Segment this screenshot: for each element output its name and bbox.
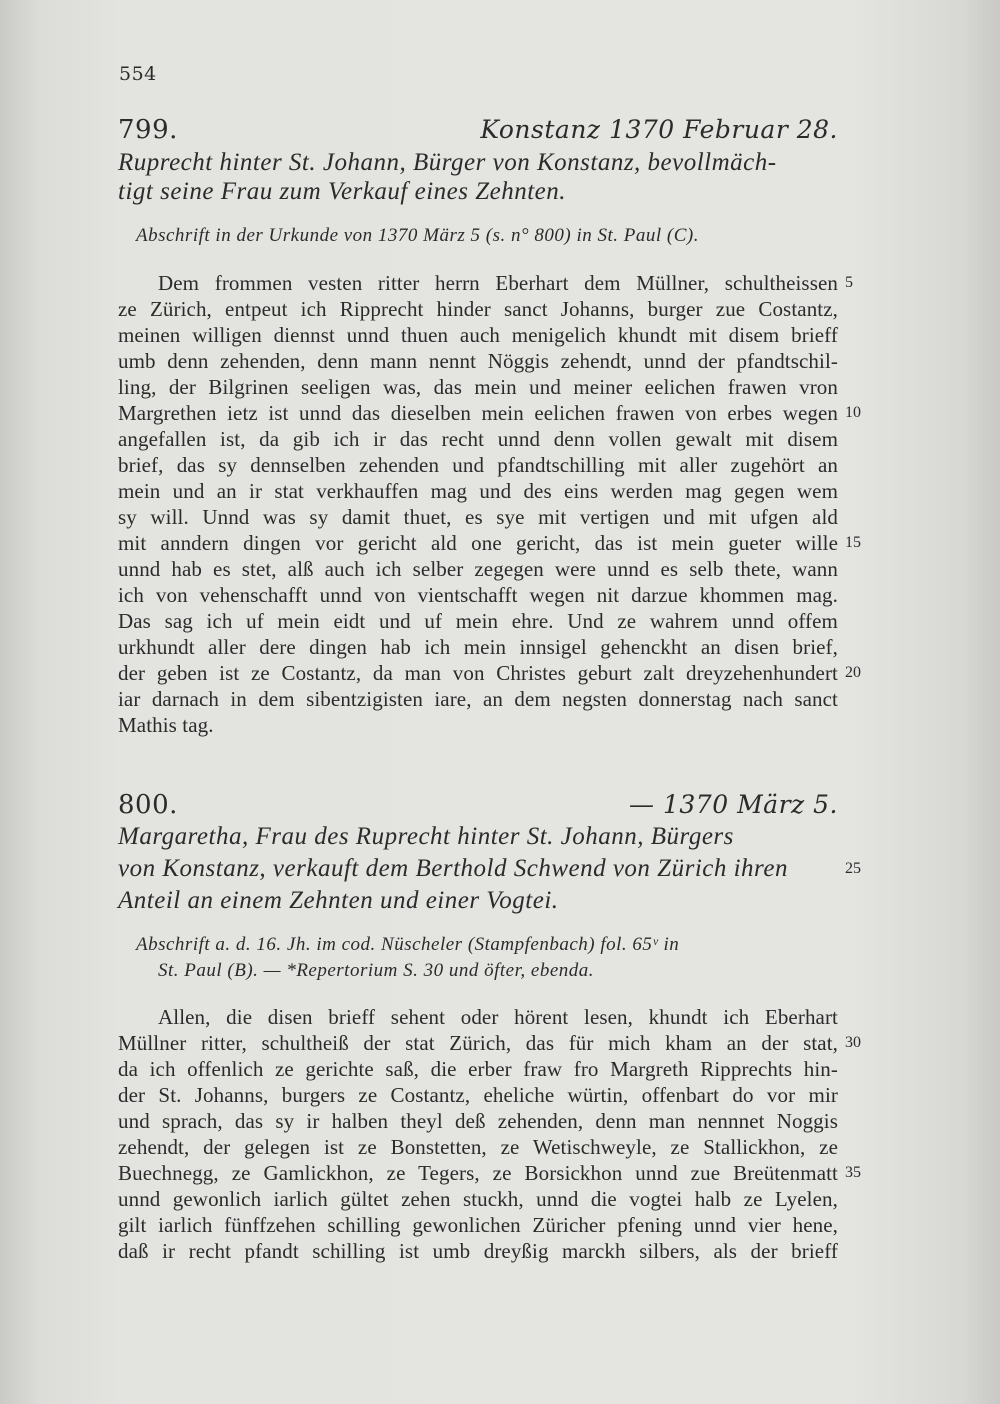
doc-799-text-line: Dem frommen vesten ritter herrn Eberhart dem Müllner, schultheissen [158,271,838,295]
doc-799-text-line: der geben ist ze Costantz, da man von Christes geburt zalt dreyzehenhundert [118,661,838,685]
doc-800-summary-line: von Konstanz, verkauft dem Berthold Schwend von Zürich ihren [118,855,788,882]
doc-799-summary-line: tigt seine Frau zum Verkauf eines Zehnten. [118,178,567,205]
doc-799-text-line: mit anndern dingen vor gericht ald one gericht, das ist mein gueter wille [118,531,838,555]
doc-799-text-line: sy will. Unnd was sy damit thuet, es sye mit vertigen und mit ufgen ald [118,505,838,529]
doc-799-date: Konstanz 1370 Februar 28. [480,115,838,144]
doc-800-text-line: Allen, die disen brieff sehent oder hörent lesen, khundt ich Eberhart [158,1005,838,1029]
doc-799-text-line: mein und an ir stat verkhauffen mag und des eins werden mag gegen wem [118,479,838,503]
doc-799-text-line: umb denn zehenden, denn mann nennt Nöggis zehendt, unnd der pfandtschil- [118,349,838,373]
doc-799-text-line: ling, der Bilgrinen seeligen was, das mein und meiner eelichen frawen vron [118,375,838,399]
doc-800-text-line: der St. Johanns, burgers ze Costantz, eheliche würtin, offenbart do vor mir [118,1083,838,1107]
doc-800-source-line: St. Paul (B). — *Repertorium S. 30 und öfter, ebenda. [158,960,595,981]
doc-799-text-line: Mathis tag. [118,713,214,737]
line-number: 20 [845,664,861,681]
line-number: 30 [845,1034,861,1051]
doc-799-text-line: iar darnach in dem sibentzigisten iare, an dem negsten donnerstag nach sanct [118,687,838,711]
doc-799-text-line: brief, das sy dennselben zehenden und pfandtschilling mit aller zugehört an [118,453,838,477]
doc-800-text-line: unnd gewonlich iarlich gültet zehen stuckh, unnd die vogtei halb ze Lyelen, [118,1187,838,1211]
doc-799-source: Abschrift in der Urkunde von 1370 März 5 (s. n° 800) in St. Paul (C). [136,225,699,246]
line-number: 15 [845,534,861,551]
doc-799-text-line: ze Zürich, entpeut ich Ripprecht hinder sanct Johanns, burger zue Costantz, [118,297,838,321]
doc-799-text-line: Margrethen ietz ist unnd das dieselben mein eelichen frawen von erbes wegen [118,401,838,425]
doc-799-text-line: Das sag ich uf mein eidt und uf mein ehre. Und ze wahrem unnd offem [118,609,838,633]
line-number: 10 [845,404,861,421]
line-number: 5 [845,274,853,291]
doc-800-text-line: gilt iarlich fünffzehen schilling gewonlichen Züricher pfening unnd vier hene, [118,1213,838,1237]
doc-799-text-line: meinen willigen diennst unnd thuen auch menigelich khundt mit disem brieff [118,323,838,347]
doc-800-summary-line: Anteil an einem Zehnten und einer Vogtei. [118,887,559,914]
doc-800-number: 800. [118,790,178,820]
doc-799-number: 799. [118,115,178,145]
doc-799-text-line: angefallen ist, da gib ich ir das recht unnd denn vollen gewalt mit disem [118,427,838,451]
doc-799-text-line: unnd hab es stet, alß auch ich selber zegegen were unnd es selb thete, wann [118,557,838,581]
doc-800-text-line: und sprach, das sy ir halben theyl deß zehenden, denn man nennnet Noggis [118,1109,838,1133]
doc-799-summary-line: Ruprecht hinter St. Johann, Bürger von Konstanz, bevollmäch- [118,149,777,176]
doc-799-text-line: ich von vehenschafft unnd von vientschafft wegen nit darzue khommen mag. [118,583,838,607]
page-number: 554 [119,63,157,85]
doc-800-date: — 1370 März 5. [629,790,838,819]
doc-800-summary-line: Margaretha, Frau des Ruprecht hinter St. Johann, Bürgers [118,823,734,850]
doc-800-text-line: daß ir recht pfandt schilling ist umb dreyßig marckh silbers, als der brieff [118,1239,838,1263]
line-number: 25 [845,860,861,877]
doc-800-text-line: zehendt, der gelegen ist ze Bonstetten, ze Wetischweyle, ze Stallickhon, ze [118,1135,838,1159]
doc-799-text-line: urkhundt aller dere dingen hab ich mein innsigel gehenckht an disen brief, [118,635,838,659]
doc-800-text-line: Müllner ritter, schultheiß der stat Zürich, das für mich kham an der stat, [118,1031,838,1055]
doc-800-text-line: Buechnegg, ze Gamlickhon, ze Tegers, ze Borsickhon unnd zue Breütenmatt [118,1161,838,1185]
doc-800-text-line: da ich offenlich ze gerichte saß, die erber fraw fro Margreth Ripprechts hin- [118,1057,838,1081]
line-number: 35 [845,1164,861,1181]
doc-800-source-line: Abschrift a. d. 16. Jh. im cod. Nüscheler (Stampfenbach) fol. 65ᵛ in [136,934,680,955]
